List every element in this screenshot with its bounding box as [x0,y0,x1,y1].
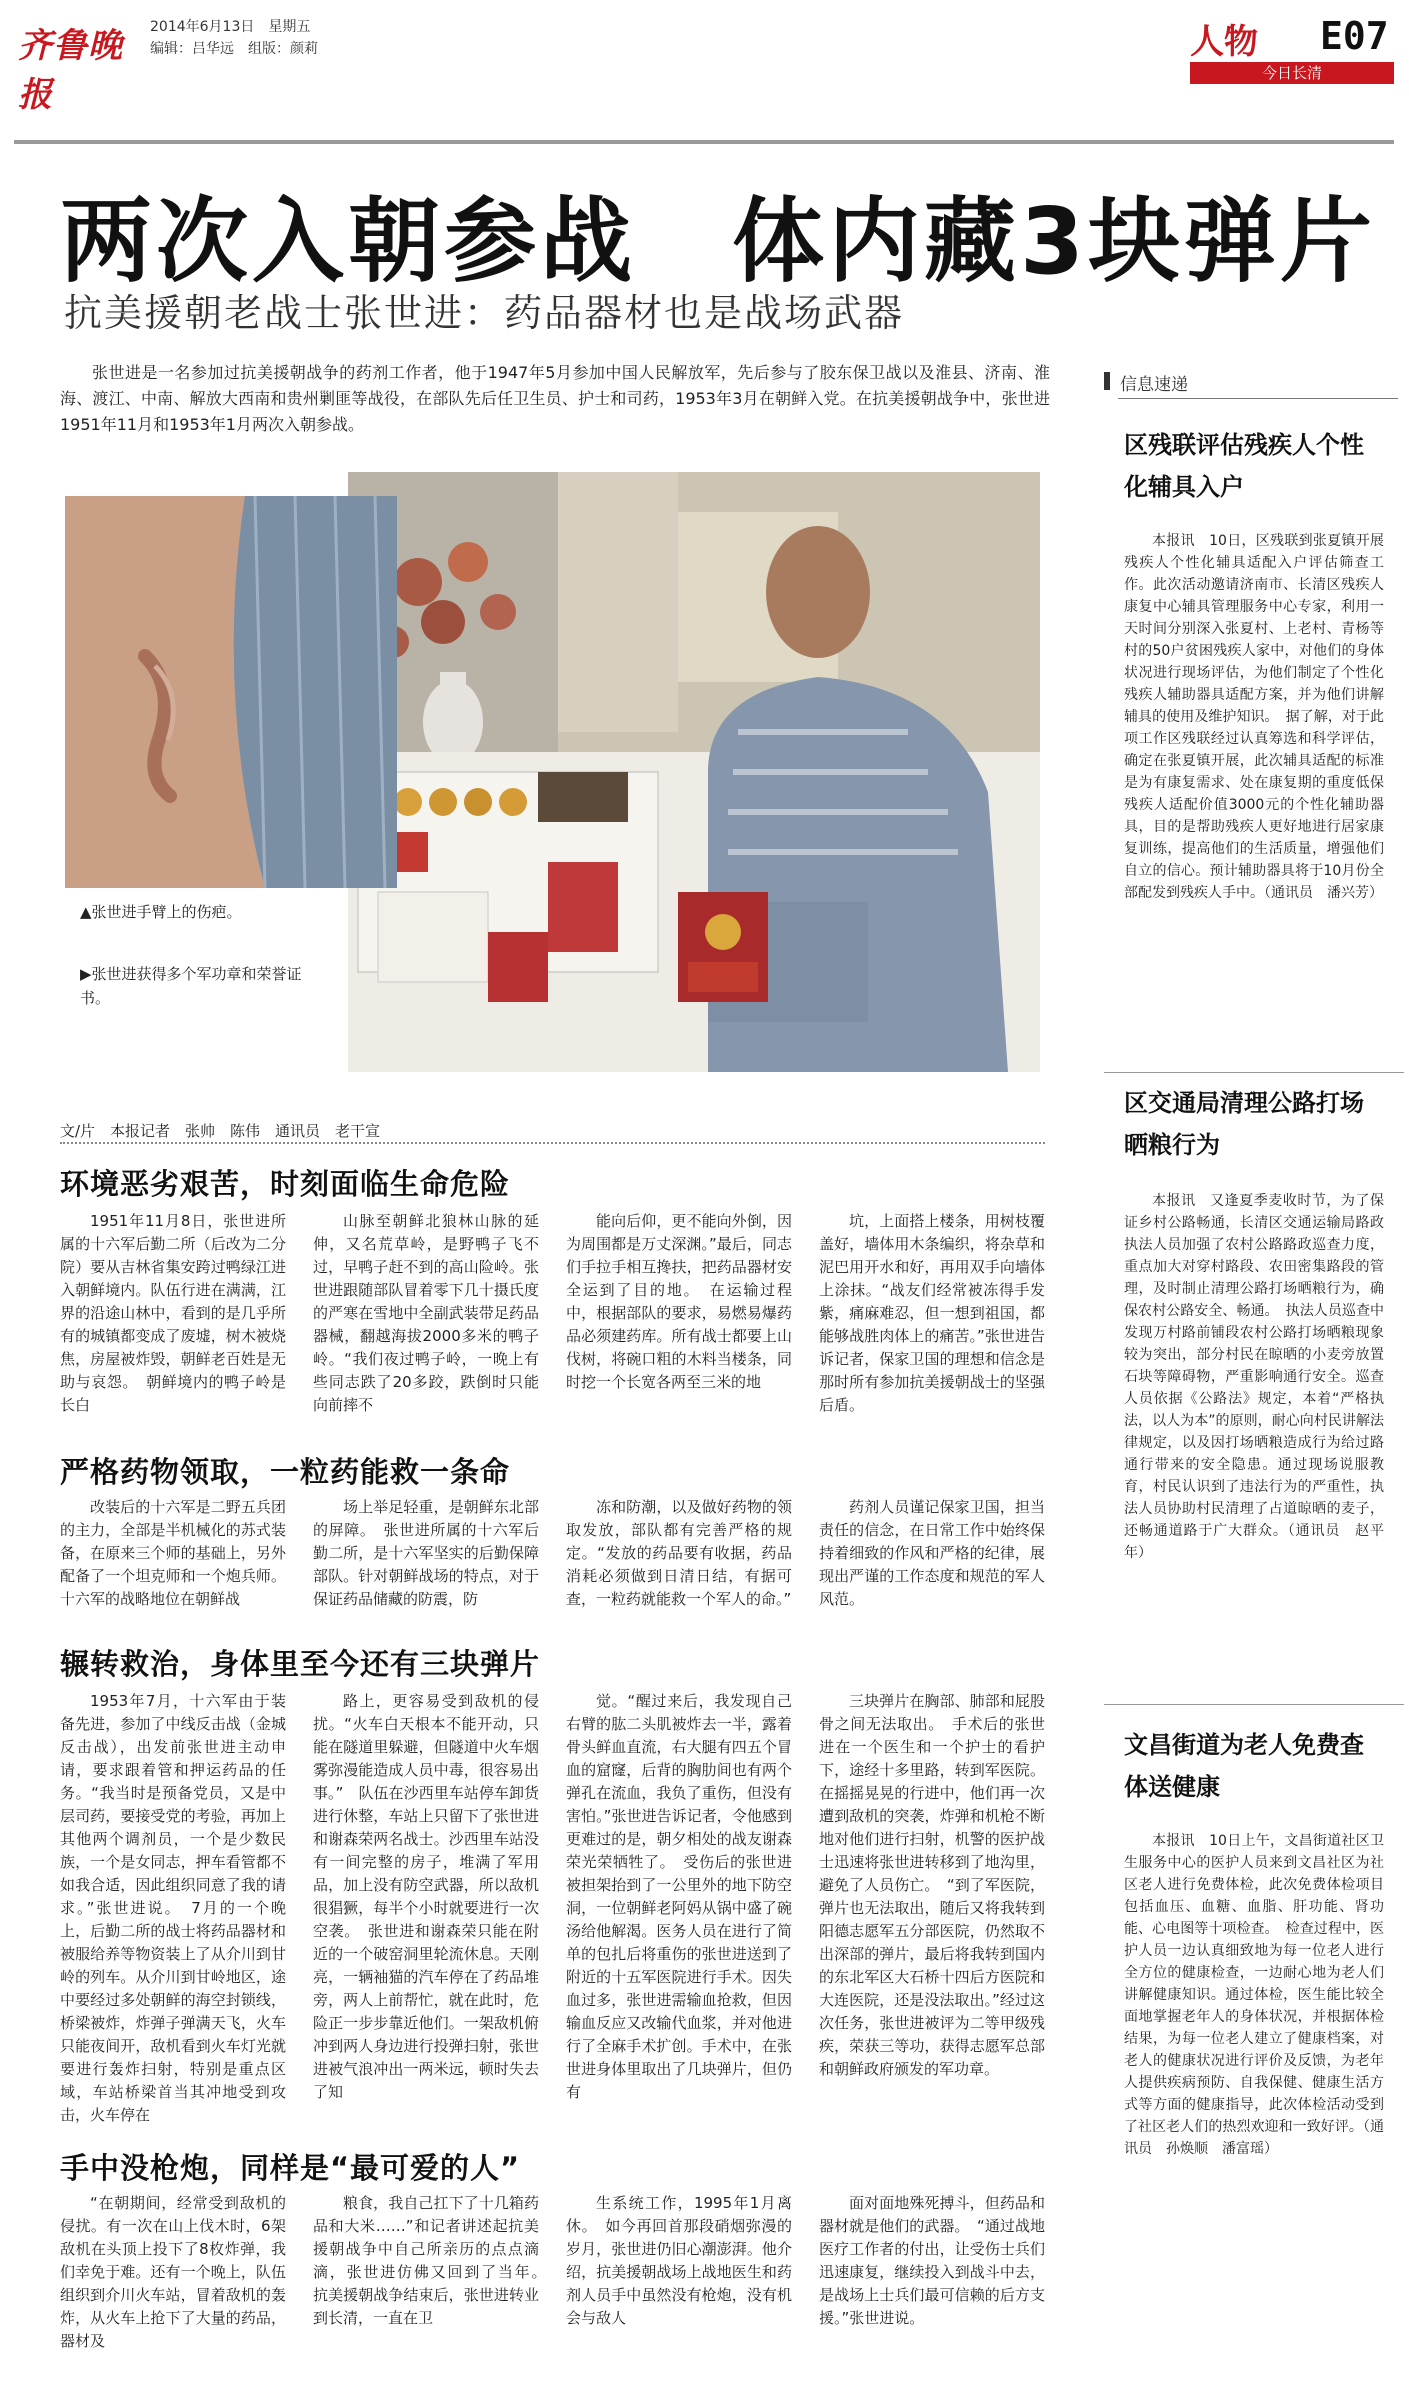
sidebar-headline-3: 文昌街道为老人免费查体送健康 [1124,1731,1364,1801]
sidebar-divider-1 [1104,1072,1404,1073]
sidebar-article-3: 本报讯 10日上午，文昌街道社区卫生服务中心的医护人员来到文昌社区为社区老人进行免费体检，此次免费体检项目包括血压、血糖、血脂、肝功能、肾功能、心电图等十项检查。 检查过程中，医护人员一边认真细致地为每一位老人进行全方位的健康检查，一边耐心地为老人们讲解健康知识。通过体检，医生能比较全面地掌握老年人的身体状况，并根据体检结果，为每一位老人建立了健康档案，对老人的健康状况进行评价及反馈，为老年人提供疾病预防、自我保健、健康生活方式等方面的健康指导，此次体检活动受到了社区老人们的热烈欢迎和一致好评。（通讯员 孙焕顺 潘富瑶） [1124,1833,1384,2157]
section-1-col-3: 能向后仰，更不能向外倒，因为周围都是万丈深渊。”最后，同志们手拉手相互搀扶，把药品器材安全运到了目的地。 在运输过程中，根据部队的要求，易燃易爆药品必须建药库。所有战士都要上山伐树，将碗口粗的木料当楼条，同时挖一个长宽各两至三米的地 [566,1212,792,1391]
section-heading-1: 环境恶劣艰苦，时刻面临生命危险 [60,1167,511,1201]
newspaper-logo: 齐鲁晚报 [18,26,123,115]
section-3-col-3: 觉。“醒过来后，我发现自己右臂的肱二头肌被炸去一半，露着骨头鲜血直流，右大腿有四五个冒血的窟窿，后背的胸肋间也有两个弹孔在流血，我负了重伤，但没有害怕。”张世进告诉记者，令他感到更难过的是，朝夕相处的战友谢森荣光荣牺牲了。 受伤后的张世进被担架抬到了一公里外的地下防空洞，一位朝鲜老阿妈从锅中盛了碗汤给他解渴。医务人员在进行了简单的包扎后将重伤的张世进送到了附近的十五军医院进行手术。因失血过多，张世进需输血抢救，但因输血反应又改输代血浆，并对他进行了全麻手术扩创。手术中，在张世进身体里取出了几块弹片，但仍有 [566,1692,792,2101]
sidebar-headline-1: 区残联评估残疾人个性化辅具入户 [1124,431,1364,501]
section-1-col-1: 1951年11月8日，张世进所属的十六军后勤二所（后改为二分院）要从吉林省集安跨过鸭绿江进入朝鲜境内。队伍行进在满满，江界的沿途山林中，看到的是几乎所有的城镇都变成了废墟，树木被烧焦，房屋被炸毁，朝鲜老百姓是无助与哀怨。 朝鲜境内的鸭子岭是长白 [60,1212,286,1414]
section-3-col-1: 1953年7月，十六军由于装备先进，参加了中线反击战（金城反击战），出发前张世进主动申请，要求跟着管和押运药品的任务。“我当时是预备党员，又是中层司药，要接受党的考验，再加上其他两个调剂员，一个是少数民族，一个是女同志，押车看管都不如我合适，因此组织同意了我的请求。”张世进说。 7月的一个晚上，后勤二所的战士将药品器材和被服给养等物资装上了从介川到甘岭的列车。从介川到甘岭地区，途中要经过多处朝鲜的海空封锁线，桥梁被炸，炸弹子弹满天飞，火车只能夜间开，敌机看到火车灯光就要进行轰炸扫射，特别是重点区域，车站桥梁首当其冲地受到攻击，火车停在 [60,1692,286,2124]
section-1-col-2: 山脉至朝鲜北狼林山脉的延伸，又名荒草岭，是野鸭子飞不过，早鸭子赶不到的高山险岭。张世进跟随部队冒着零下几十摄氏度的严寒在雪地中全副武装带足药品器械，翻越海拔2000多米的鸭子岭。“我们夜过鸭子岭，一晚上有些同志跌了20多跤，跌倒时只能向前摔不 [313,1212,539,1414]
arm-scar-photo [65,496,397,888]
subheadline: 抗美援朝老战士张世进：药品器材也是战场武器 [64,291,905,335]
section-3-col-4: 三块弹片在胸部、肺部和屁股骨之间无法取出。 手术后的张世进在一个医生和一个护士的看护下，途经十多里路，转到军医院。在摇摇晃晃的行进中，他们再一次遭到敌机的突袭，炸弹和机枪不断地对他们进行扫射，机警的医护战士迅速将张世进转移到了地沟里，避免了人员伤亡。 “到了军医院，弹片也无法取出，随后又将我转到阳德志愿军五分部医院，仍然取不出深部的弹片，最后将我转到国内的东北军区大石桥十四后方医院和大连医院，还是没法取出。”经过这次任务，张世进被评为二等甲级残疾，荣获三等功，获得志愿军总部和朝鲜政府颁发的军功章。 [819,1692,1045,2078]
section-2-col-3: 冻和防潮，以及做好药物的领取发放，部队都有完善严格的规定。“发放的药品要有收据，药品消耗必须做到日清日结，有据可查，一粒药就能救一个军人的命。” [566,1498,792,1608]
sidebar-divider-2 [1104,1704,1404,1705]
caption-medals: ▶张世进获得多个军功章和荣誉证书。 [80,965,302,1007]
byline-rule [60,1142,1045,1144]
byline: 文/片 本报记者 张帅 陈伟 通讯员 老干宣 [60,1122,381,1140]
sidebar-article-2: 本报讯 又逢夏季麦收时节，为了保证乡村公路畅通，长清区交通运输局路政执法人员加强了农村公路路政巡查力度，重点加大对穿村路段、农田密集路段的管理，及时制止清理公路打场晒粮行为，确保农村公路安全、畅通。 执法人员巡查中发现万村路前铺段农村公路打场晒粮现象较为突出，部分村民在晾晒的小麦旁放置石块等障碍物，严重影响通行安全。巡查人员依据《公路法》规定，本着“严格执法，以人为本”的原则，耐心向村民讲解法律规定，以及因打场晒粮造成行为给过路通行带来的安全隐患。通过现场说服教育，村民认识到了违法行为的严重性，执法人员协助村民清理了占道晾晒的麦子，还畅通道路于广大群众。（通讯员 赵平年） [1124,1193,1384,1561]
section-title: 人物 [1190,22,1258,62]
issue-date: 2014年6月13日 星期五 [150,19,311,35]
section-4-col-3: 生系统工作，1995年1月离休。 如今再回首那段硝烟弥漫的岁月，张世进仍旧心潮澎湃。他介绍，抗美援朝战场上战地医生和药剂人员手中虽然没有枪炮，没有机会与敌人 [566,2194,792,2327]
section-4-col-1: “在朝期间，经常受到敌机的侵扰。有一次在山上伐木时，6架敌机在头顶上投下了8枚炸弹，我们幸免于难。还有一个晚上，队伍组织到介川火车站，冒着敌机的轰炸，从火车上抢下了大量的药品，器材及 [60,2194,286,2350]
sidebar-rule [1118,398,1398,399]
section-4-col-4: 面对面地殊死搏斗，但药品和器材就是他们的武器。 “通过战地医疗工作者的付出，让受伤士兵们迅速康复，继续投入到战斗中去，是战场上士兵们最可信赖的后方支援。”张世进说。 [819,2194,1045,2327]
section-2-col-2: 场上举足轻重，是朝鲜东北部的屏障。 张世进所属的十六军后勤二所，是十六军坚实的后勤保障部队。针对朝鲜战场的特点，对于保证药品储藏的防震，防 [313,1498,539,1608]
page-number: E07 [1320,14,1389,58]
section-1-col-4: 坑，上面搭上楼条，用树枝覆盖好，墙体用木条编织，将杂草和泥巴用开水和好，再用双手向墙体上涂抹。“战友们经常被冻得手发紫，痛麻难忍，但一想到祖国，都能够战胜肉体上的痛苦。”张世进告诉记者，保家卫国的理想和信念是那时所有参加抗美援朝战士的坚强后盾。 [819,1212,1045,1414]
sidebar-marker [1104,372,1110,390]
section-heading-2: 严格药物领取，一粒药能救一条命 [60,1455,511,1489]
section-heading-3: 辗转救治，身体里至今还有三块弹片 [60,1647,541,1681]
caption-arm: ▲张世进手臂上的伤疤。 [80,903,242,921]
header-rule [14,140,1394,144]
section-4-col-2: 粮食，我自己扛下了十几箱药品和大米……”和记者讲述起抗美援朝战争中自己所亲历的点点滴滴，张世进仿佛又回到了当年。 抗美援朝战争结束后，张世进转业到长清，一直在卫 [313,2194,555,2327]
section-2-col-4: 药剂人员谨记保家卫国，担当责任的信念，在日常工作中始终保持着细致的作风和严格的纪律，展现出严谨的工作态度和规范的军人风范。 [819,1498,1045,1608]
intro-paragraph: 张世进是一名参加过抗美援朝战争的药剂工作者，他于1947年5月参加中国人民解放军，先后参与了胶东保卫战以及淮县、济南、淮海、渡江、中南、解放大西南和贵州剿匪等战役，在部队先后任卫生员、护士和司药，1953年3月在朝鲜入党。在抗美援朝战争中，张世进1951年11月和1953年1月两次入朝参战。 [60,363,1050,434]
sidebar-headline-2: 区交通局清理公路打场晒粮行为 [1124,1089,1364,1159]
veteran-photo [348,472,1040,1072]
veteran-photo-illustration [348,472,1040,1072]
subsection-badge: 今日长清 [1190,62,1394,84]
section-heading-4: 手中没枪炮，同样是“最可爱的人” [60,2151,521,2185]
sidebar-label: 信息速递 [1120,375,1188,395]
editor-credits: 编辑：吕华远 组版：颜莉 [150,41,318,57]
section-3-col-2: 路上，更容易受到敌机的侵扰。“火车白天根本不能开动，只能在隧道里躲避，但隧道中火车烟雾弥漫能造成人员中毒，很容易出事。” 队伍在沙西里车站停车卸货进行休整，车站上只留下了张世进和谢森荣两名战士。沙西里车站没有一间完整的房子，堆满了军用品，加上没有防空武器，所以敌机很猖獗，每半个小时就要进行一次空袭。 张世进和谢森荣只能在附近的一个破窑洞里轮流休息。天刚亮，一辆袖猫的汽车停在了药品堆旁，两人上前帮忙，就在此时，危险正一步步靠近他们。一架敌机俯冲到两人身边进行投弹扫射，张世进被气浪冲出一两米远，顿时失去了知 [313,1692,539,2101]
arm-scar-illustration [65,496,397,888]
sidebar-article-1: 本报讯 10日，区残联到张夏镇开展残疾人个性化辅具适配入户评估筛查工作。此次活动邀请济南市、长清区残疾人康复中心辅具管理服务中心专家，利用一天时间分别深入张夏村、上老村、青杨等村的50户贫困残疾人家中，对他们的身体状况进行现场评估，为他们制定了个性化残疾人辅助器具适配方案，并为他们讲解辅具的使用及维护知识。 据了解，对于此项工作区残联经过认真筹选和科学评估，确定在张夏镇开展，此次辅具适配的标准是为有康复需求、处在康复期的重度低保残疾人适配价值3000元的个性化辅助器具，目的是帮助残疾人更好地进行居家康复训练，提高他们的生活质量，增强他们自立的信心。预计辅助器具将于10月份全部配发到残疾人手中。（通讯员 潘兴芳） [1124,533,1384,901]
headline: 两次入朝参战 体内藏3块弹片 [60,188,1377,295]
section-2-col-1: 改装后的十六军是二野五兵团的主力，全部是半机械化的苏式装备，在原来三个师的基础上，另外配备了一个坦克师和一个炮兵师。十六军的战略地位在朝鲜战 [60,1498,286,1608]
